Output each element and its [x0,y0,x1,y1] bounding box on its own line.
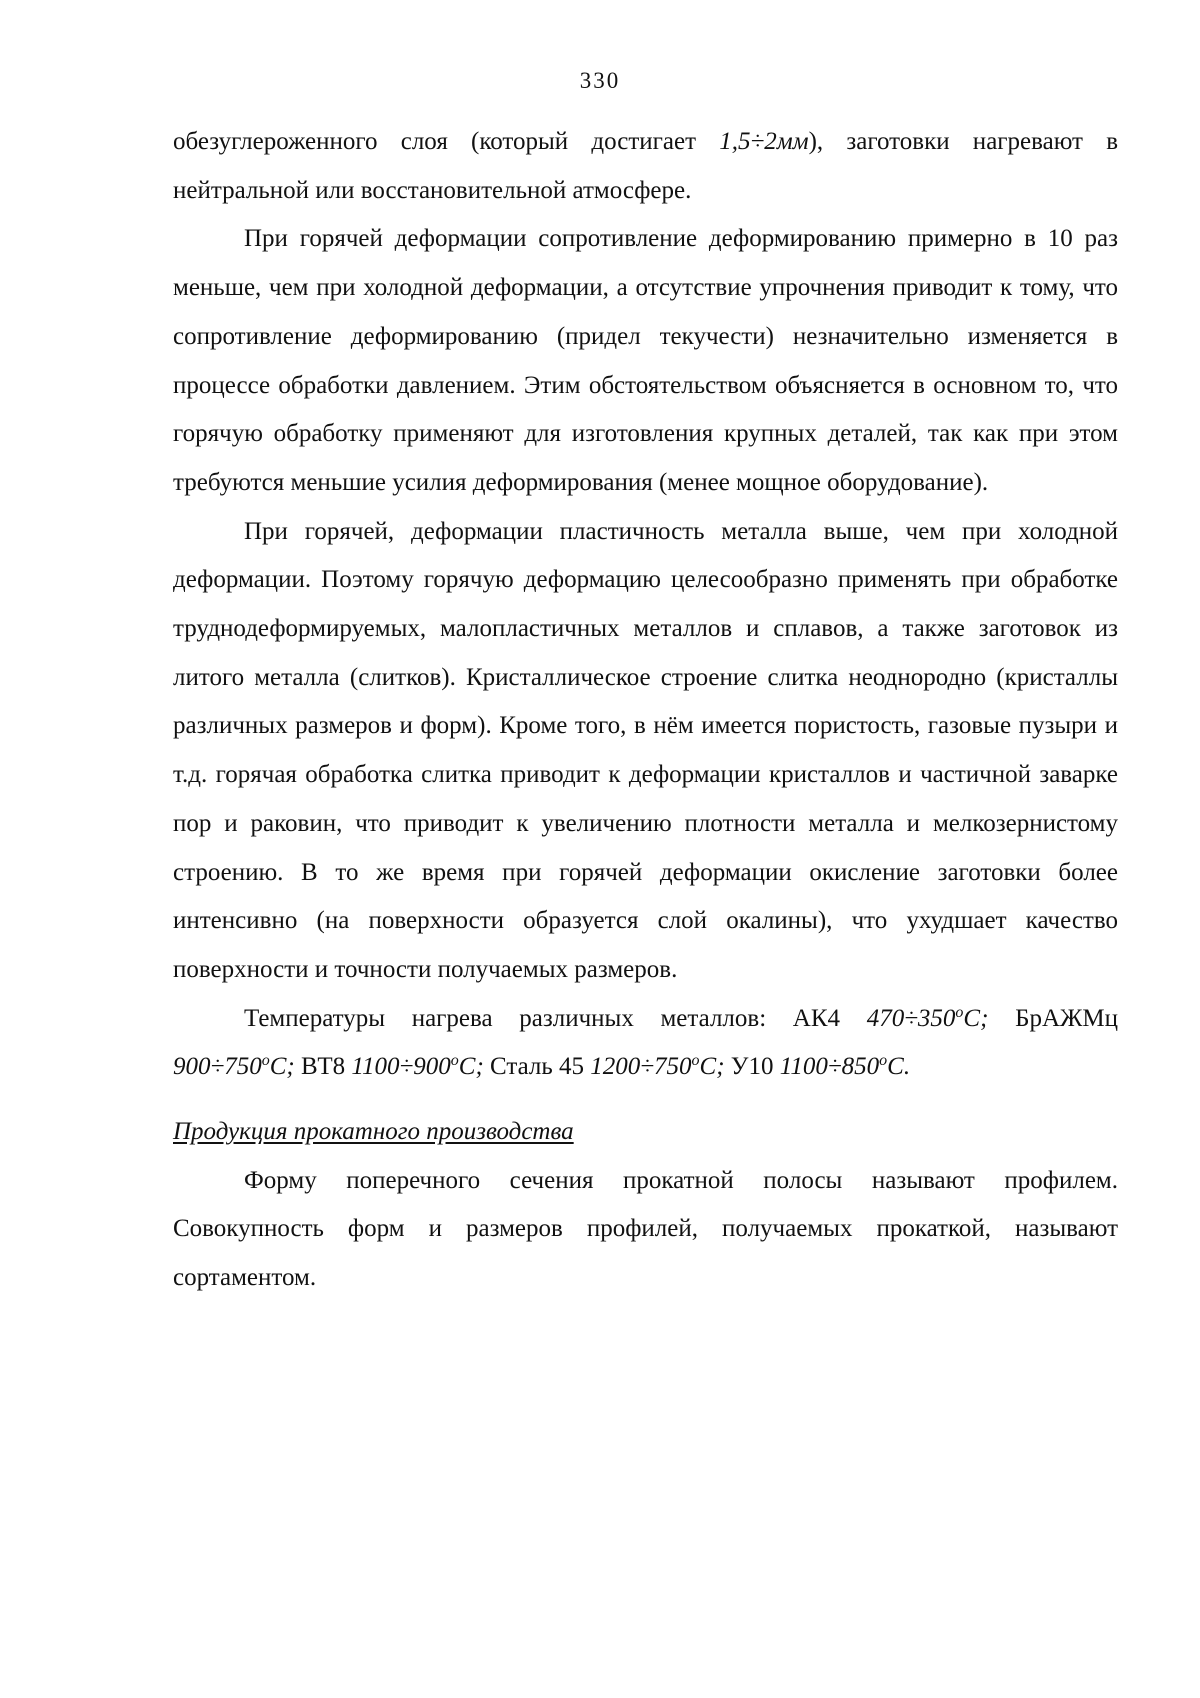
degree-mark: o [450,1052,459,1070]
heating-temperatures-intro: Температуры нагрева различных металлов: [244,1004,793,1032]
paragraph-1-text-b: ), заготовки нагревают в нейтральной или восстановительной атмосфере. [173,128,1118,204]
temp-item [301,1053,484,1080]
temp-item [490,1053,725,1080]
metal-name: АК4 [792,1004,841,1032]
degree-mark: o [691,1052,700,1070]
temperature-range: $470\div 350^oC$; [866,1003,989,1032]
metal-name: Сталь 45 [490,1053,585,1081]
paragraph-1-text-a: обезуглероженного слоя (который достигает [173,128,720,155]
paragraph-2: При горячей деформации сопротивление деформированию примерно в 10 раз меньше, чем при холодной деформации, а отсутствие упрочнения приводит к тому, что сопротивление деформированию (придел текучести) незначительно изменяется в процессе обработки давлением. Этим обстоятельством объясняется в основном то, что горячую обработку применяют для изготовления крупных деталей, так как при этом требуются меньшие усилия деформирования (менее мощное оборудование). [173,225,1118,496]
degree-mark: o [261,1052,270,1070]
temp-item [793,1005,989,1032]
temperature-range: $1100\div 900^oC$; [351,1052,484,1081]
heating-temperatures-paragraph [173,995,1118,1092]
metal-name: У10 [730,1053,774,1081]
temp-item [731,1053,910,1080]
temperature-range: $1200\div 750^oC$; [590,1052,725,1081]
paragraph-1 [173,118,1118,215]
degree-mark: o [879,1052,888,1070]
page-body [173,118,1118,1303]
degree-mark: o [955,1003,964,1021]
metal-name: ВТ8 [301,1053,346,1081]
paragraph-5: Форму поперечного сечения прокатной полосы называют профилем. Совокупность форм и размеров профилей, получаемых прокаткой, называют сортаментом. [173,1166,1118,1292]
layer-thickness-value: 1,5÷2мм [719,128,809,155]
temperature-range: $900\div 750^oC$; [173,1052,295,1081]
page-number: 330 [579,68,621,93]
temperature-range: $1100\div 850^oC$. [779,1052,911,1081]
section-heading: Продукция прокатного производства [173,1118,574,1146]
metal-name: БрАЖМц [1015,1004,1119,1032]
paragraph-3: При горячей, деформации пластичность металла выше, чем при холодной деформации. Поэтому горячую деформацию целесообразно применять при обработке труднодеформируемых, малопластичных металлов и сплавов, а также заготовок из литого металла (слитков). Кристаллическое строение слитка неоднородно (кристаллы различных размеров и форм). Кроме того, в нём имеется пористость, газовые пузыри и т.д. горячая обработка слитка приводит к деформации кристаллов и частичной заварке пор и раковин, что приводит к увеличению плотности металла и мелкозернистому строению. В то же время при горячей деформации окисление заготовки более интенсивно (на поверхности образуется слой окалины), что ухудшает качество поверхности и точности получаемых размеров. [173,517,1118,983]
